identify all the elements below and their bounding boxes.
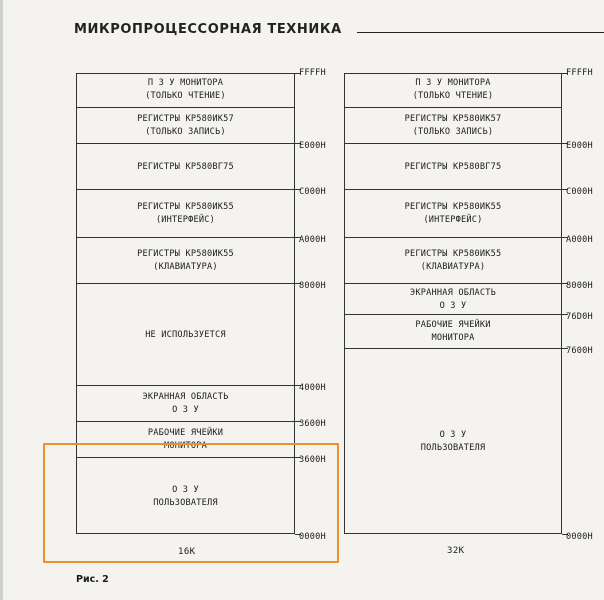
address-label: 4000H bbox=[299, 383, 326, 393]
memory-block bbox=[76, 189, 295, 238]
memory-block bbox=[76, 107, 295, 144]
scan-edge bbox=[0, 0, 3, 600]
address-label: 8000H bbox=[566, 281, 593, 291]
block-label-line: РЕГИСТРЫ КР580ИК55 bbox=[137, 202, 234, 212]
block-label-line: ЭКРАННАЯ ОБЛАСТЬ bbox=[142, 392, 229, 402]
block-label-line: О З У bbox=[172, 484, 199, 495]
block-label-line: РАБОЧИЕ ЯЧЕЙКИ bbox=[147, 428, 224, 438]
memory-block bbox=[76, 283, 295, 386]
block-label-line: О З У bbox=[172, 405, 199, 415]
block-label-line: ПОЛЬЗОВАТЕЛЯ bbox=[153, 497, 218, 508]
address-label: 76D0H bbox=[566, 312, 593, 322]
block-label-line: РЕГИСТРЫ КР580ВГ75 bbox=[404, 161, 502, 172]
block-label-line: (ТОЛЬКО ЧТЕНИЕ) bbox=[145, 91, 226, 101]
header-rule bbox=[357, 32, 604, 33]
address-label: 0000H bbox=[566, 532, 593, 542]
block-label-line: РАБОЧИЕ ЯЧЕЙКИ bbox=[415, 320, 491, 330]
block-label-line: П З У МОНИТОРА bbox=[415, 78, 491, 88]
block-label-line: (ИНТЕРФЕЙС) bbox=[155, 215, 216, 225]
block-label-line: (ТОЛЬКО ЗАПИСЬ) bbox=[412, 127, 494, 137]
memory-block bbox=[344, 314, 562, 349]
block-label-line: МОНИТОРА bbox=[164, 441, 207, 451]
address-label: 8000H bbox=[299, 281, 326, 291]
address-label: C000H bbox=[566, 187, 593, 197]
page-header: МИКРОПРОЦЕССОРНАЯ ТЕХНИКА bbox=[74, 22, 342, 37]
memory-block bbox=[344, 189, 562, 238]
block-label-line: (ТОЛЬКО ЧТЕНИЕ) bbox=[412, 91, 494, 101]
block-label-line: РЕГИСТРЫ КР580ИК57 bbox=[137, 114, 234, 124]
memory-block bbox=[344, 348, 562, 535]
block-label-line: (КЛАВИАТУРА) bbox=[153, 262, 218, 272]
figure-label: Рис. 2 bbox=[76, 574, 109, 585]
block-label-line: МОНИТОРА bbox=[431, 333, 475, 343]
memory-block bbox=[76, 73, 295, 107]
block-label-line: О З У bbox=[439, 300, 467, 311]
address-label: FFFFH bbox=[566, 68, 593, 78]
address-label: 7600H bbox=[566, 346, 593, 356]
address-label: A000H bbox=[299, 235, 326, 245]
address-label: 3600H bbox=[299, 455, 326, 465]
block-label-line: РЕГИСТРЫ КР580ИК55 bbox=[404, 249, 502, 259]
memory-block bbox=[76, 237, 295, 284]
memory-block bbox=[76, 385, 295, 422]
block-label-line: РЕГИСТРЫ КР580ИК57 bbox=[404, 114, 502, 124]
block-label-line: РЕГИСТРЫ КР580ВГ75 bbox=[137, 161, 234, 172]
memory-block bbox=[344, 237, 562, 284]
memory-block bbox=[344, 73, 562, 107]
address-label: E000H bbox=[299, 141, 326, 151]
address-label: E000H bbox=[566, 141, 593, 151]
memory-map-32k bbox=[344, 73, 562, 534]
address-label: A000H bbox=[566, 235, 593, 245]
block-label-line: (КЛАВИАТУРА) bbox=[420, 262, 486, 272]
block-label-line: ПОЛЬЗОВАТЕЛЯ bbox=[420, 443, 486, 453]
block-label-line: (ТОЛЬКО ЗАПИСЬ) bbox=[145, 127, 226, 137]
memory-block bbox=[344, 283, 562, 315]
block-label-line: П З У МОНИТОРА bbox=[147, 78, 224, 88]
column-caption-32k: 32К bbox=[447, 546, 465, 556]
column-caption-16k: 16К bbox=[178, 547, 196, 557]
block-label-line: (ИНТЕРФЕЙС) bbox=[423, 215, 483, 225]
block-label-line: ЭКРАННАЯ ОБЛАСТЬ bbox=[410, 287, 496, 298]
block-label-line: РЕГИСТРЫ КР580ИК55 bbox=[137, 249, 234, 259]
address-label: FFFFH bbox=[299, 68, 326, 78]
address-label: 3600H bbox=[299, 419, 326, 429]
memory-block bbox=[344, 143, 562, 190]
memory-block bbox=[344, 107, 562, 144]
highlight-box bbox=[43, 443, 339, 563]
block-label-line: РЕГИСТРЫ КР580ИК55 bbox=[404, 202, 502, 212]
block-label-line: О З У bbox=[439, 430, 467, 440]
block-label-line: НЕ ИСПОЛЬЗУЕТСЯ bbox=[145, 329, 226, 340]
address-label: C000H bbox=[299, 187, 326, 197]
memory-block bbox=[76, 143, 295, 190]
address-label: 0000H bbox=[299, 532, 326, 542]
